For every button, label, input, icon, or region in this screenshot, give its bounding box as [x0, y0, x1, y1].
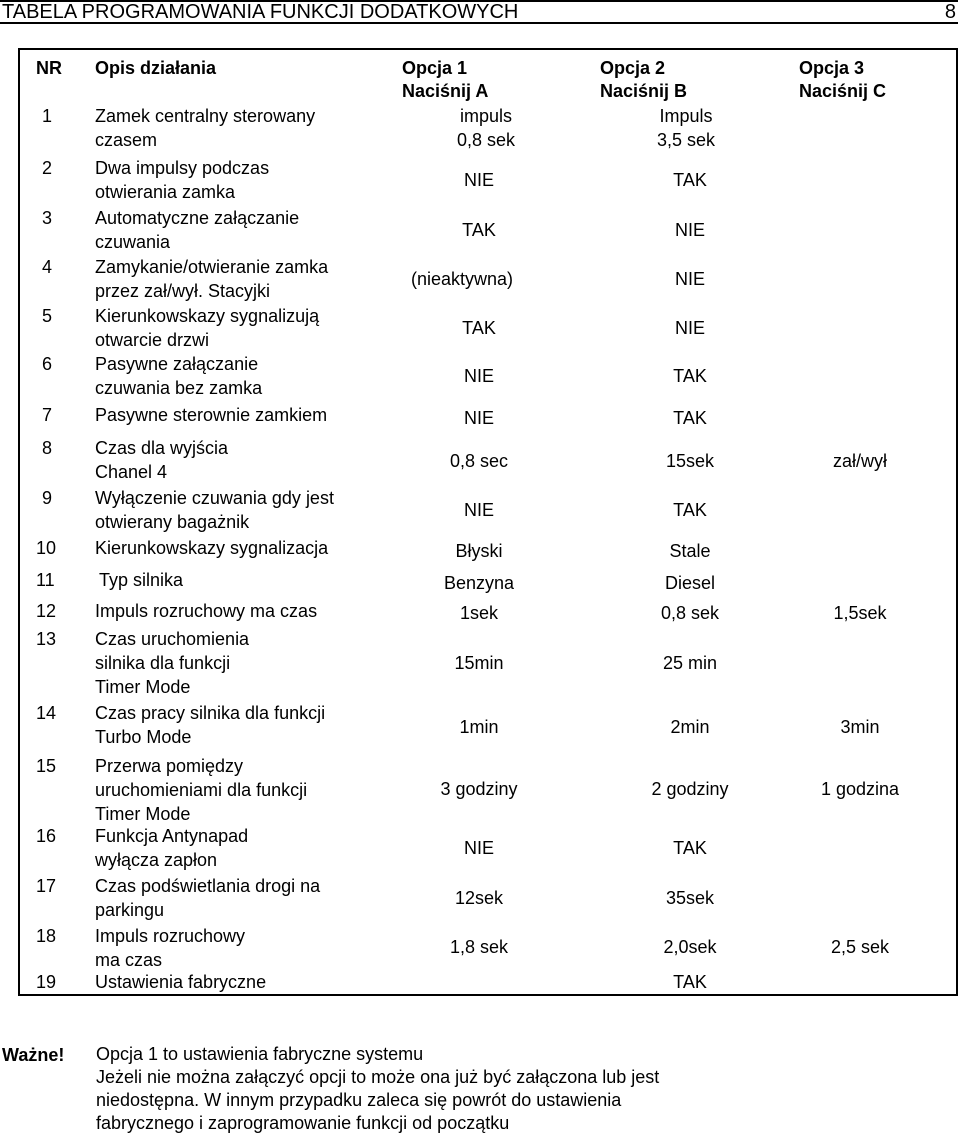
option-2-value: TAK: [673, 838, 707, 858]
row-number: 7: [42, 405, 53, 425]
option-2-value: NIE: [674, 220, 706, 240]
row-description: Timer Mode: [95, 804, 191, 824]
header-option-2-key: Naciśnij B: [600, 81, 688, 101]
option-2-value: NIE: [674, 269, 706, 289]
row-description: Czas pracy silnika dla funkcji: [95, 703, 326, 723]
row-number: 11: [36, 570, 55, 590]
row-number: 5: [42, 306, 53, 326]
page-number: 8: [944, 1, 956, 23]
row-description: Dwa impulsy podczas: [95, 158, 270, 178]
row-number: 15: [36, 756, 57, 776]
option-2-value: 2,0sek: [663, 937, 717, 957]
option-1-value: 1min: [459, 717, 499, 737]
option-2-value: 0,8 sek: [660, 603, 720, 623]
header-option-2: Opcja 2: [600, 58, 666, 78]
row-description: czuwania bez zamka: [95, 378, 263, 398]
row-description: czasem: [95, 130, 158, 150]
row-number: 3: [42, 208, 53, 228]
option-2-value: TAK: [673, 972, 707, 992]
row-description: Impuls rozruchowy: [95, 926, 246, 946]
row-description: Wyłączenie czuwania gdy jest: [95, 488, 334, 508]
row-description: Czas dla wyjścia: [95, 438, 229, 458]
row-number: 4: [42, 257, 53, 277]
row-description: Kierunkowskazy sygnalizacja: [95, 538, 329, 558]
option-1-value: 3 godziny: [440, 779, 518, 799]
row-description: silnika dla funkcji: [95, 653, 231, 673]
header-description: Opis działania: [95, 58, 217, 78]
row-description: Przerwa pomiędzy: [95, 756, 244, 776]
row-number: 12: [36, 601, 57, 621]
row-number: 8: [42, 438, 53, 458]
row-description: Typ silnika: [99, 570, 184, 590]
row-description: uruchomieniami dla funkcji: [95, 780, 308, 800]
row-description: ma czas: [95, 950, 163, 970]
option-3-value: 2,5 sek: [830, 937, 890, 957]
row-number: 14: [36, 703, 57, 723]
header-option-3-key: Naciśnij C: [799, 81, 887, 101]
option-3-value: zał/wył: [832, 451, 888, 471]
option-1-value: TAK: [462, 318, 496, 338]
option-1-value: 15min: [454, 653, 504, 673]
note-line: Opcja 1 to ustawienia fabryczne systemu: [96, 1044, 424, 1064]
row-description: Zamek centralny sterowany: [95, 106, 316, 126]
row-number: 1: [42, 106, 53, 126]
row-description: Kierunkowskazy sygnalizują: [95, 306, 320, 326]
option-1-value: 1,8 sek: [449, 937, 509, 957]
row-number: 18: [36, 926, 57, 946]
option-1-value: 12sek: [454, 888, 504, 908]
note-label: Ważne!: [2, 1045, 65, 1065]
option-2-value: Stale: [669, 541, 711, 561]
option-1-value: Błyski: [455, 541, 503, 561]
row-description: Czas uruchomienia: [95, 629, 250, 649]
row-description: Funkcja Antynapad: [95, 826, 249, 846]
option-2-value: TAK: [673, 408, 707, 428]
programming-table: [18, 48, 958, 996]
option-1-value: 1sek: [459, 603, 499, 623]
row-description: otwarcie drzwi: [95, 330, 210, 350]
option-2-value: NIE: [674, 318, 706, 338]
document-title: TABELA PROGRAMOWANIA FUNKCJI DODATKOWYCH: [2, 1, 519, 23]
row-description: Pasywne sterownie zamkiem: [95, 405, 328, 425]
option-1-value: 0,8 sec: [449, 451, 509, 471]
row-description: Chanel 4: [95, 462, 168, 482]
option-2-value: 15sek: [665, 451, 715, 471]
row-description: Turbo Mode: [95, 727, 192, 747]
option-2-value: Diesel: [664, 573, 716, 593]
row-number: 6: [42, 354, 53, 374]
option-3-value: 1 godzina: [820, 779, 900, 799]
row-number: 13: [36, 629, 57, 649]
row-number: 17: [36, 876, 57, 896]
note-line: niedostępna. W innym przypadku zaleca się powrót do ustawienia: [96, 1090, 622, 1110]
option-1-value: NIE: [463, 500, 495, 520]
option-2-value: 25 min: [662, 653, 718, 673]
option-1-value: impuls: [459, 106, 513, 126]
option-2-value: Impuls: [659, 106, 713, 126]
option-1-value: 0,8 sek: [456, 130, 516, 150]
option-2-value: 35sek: [665, 888, 715, 908]
option-2-value: 2 godziny: [651, 779, 729, 799]
row-description: Automatyczne załączanie: [95, 208, 300, 228]
option-3-value: 1,5sek: [833, 603, 887, 623]
option-1-value: NIE: [463, 838, 495, 858]
option-1-value: NIE: [463, 170, 495, 190]
row-description: otwierany bagażnik: [95, 512, 250, 532]
option-2-value: 3,5 sek: [656, 130, 716, 150]
row-number: 9: [42, 488, 53, 508]
option-1-value: (nieaktywna): [410, 269, 514, 289]
row-description: parkingu: [95, 900, 165, 920]
row-description: otwierania zamka: [95, 182, 236, 202]
header-nr: NR: [36, 58, 62, 78]
note-text: [96, 1043, 659, 1135]
note-line: Jeżeli nie można załączyć opcji to może ona już być załączona lub jest: [96, 1067, 660, 1087]
row-description: Ustawienia fabryczne: [95, 972, 267, 992]
option-2-value: 2min: [670, 717, 710, 737]
row-number: 16: [36, 826, 57, 846]
row-description: Pasywne załączanie: [95, 354, 259, 374]
header-option-1-key: Naciśnij A: [402, 81, 489, 101]
option-1-value: NIE: [463, 408, 495, 428]
option-2-value: TAK: [673, 170, 707, 190]
page-header: [0, 0, 958, 24]
row-number: 10: [36, 538, 57, 558]
row-description: Zamykanie/otwieranie zamka: [95, 257, 329, 277]
header-option-3: Opcja 3: [799, 58, 865, 78]
row-description: Czas podświetlania drogi na: [95, 876, 321, 896]
option-1-value: Benzyna: [443, 573, 515, 593]
row-description: przez zał/wył. Stacyjki: [95, 281, 271, 301]
option-2-value: TAK: [673, 366, 707, 386]
row-description: Impuls rozruchowy ma czas: [95, 601, 318, 621]
row-description: Timer Mode: [95, 677, 191, 697]
header-option-1: Opcja 1: [402, 58, 468, 78]
row-number: 19: [36, 972, 57, 992]
row-description: czuwania: [95, 232, 171, 252]
option-3-value: 3min: [840, 717, 880, 737]
row-number: 2: [42, 158, 53, 178]
note-line: fabrycznego i zaprogramowanie funkcji od początku: [96, 1113, 510, 1133]
row-description: wyłącza zapłon: [95, 850, 218, 870]
option-2-value: TAK: [673, 500, 707, 520]
option-1-value: TAK: [462, 220, 496, 240]
option-1-value: NIE: [463, 366, 495, 386]
